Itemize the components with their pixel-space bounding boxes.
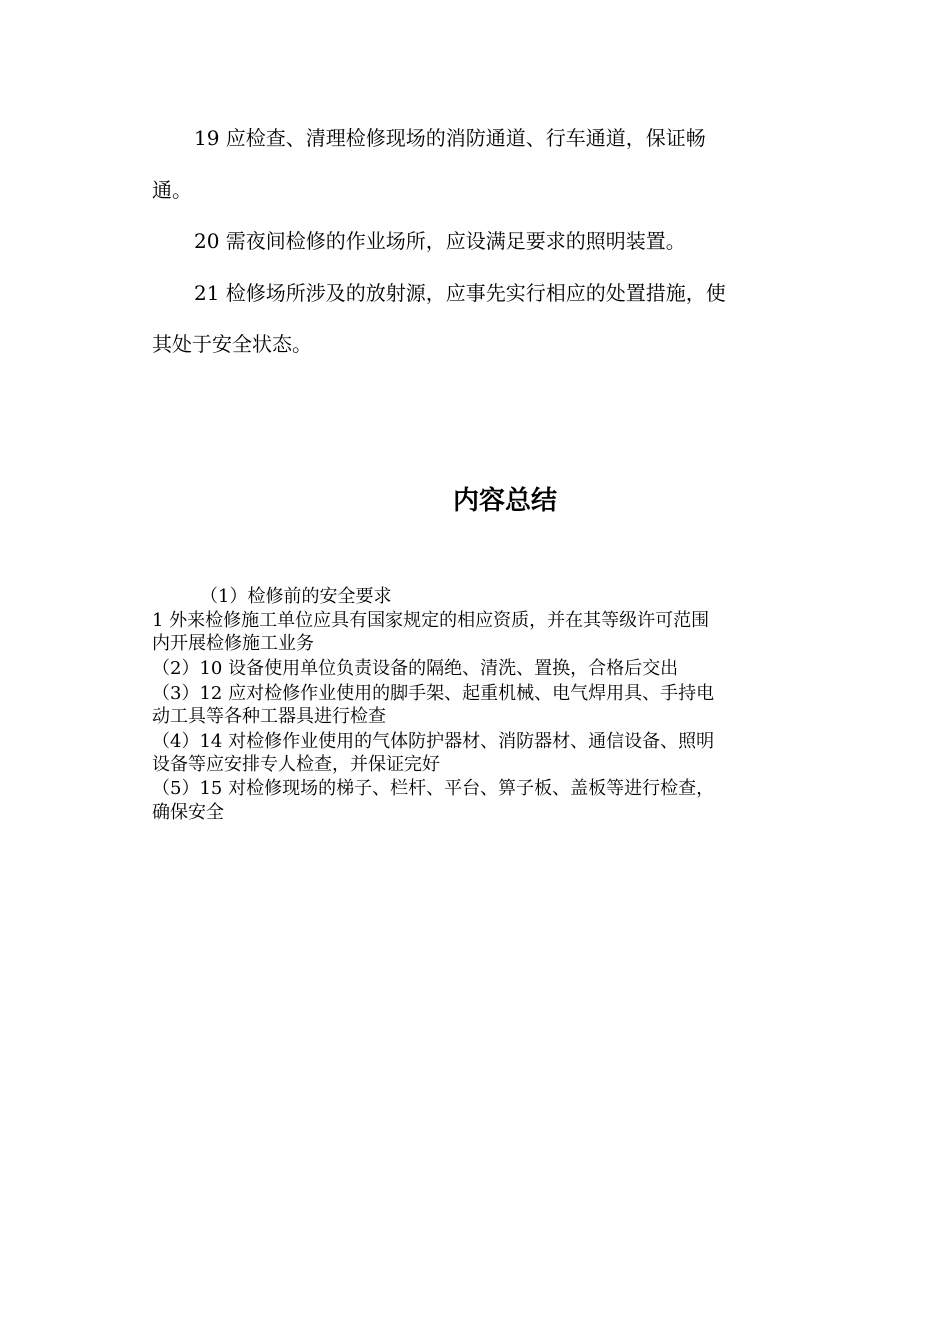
paragraph-19-line-1: 19 应检查、清理检修现场的消防通道、行车通道，保证畅	[194, 126, 706, 150]
summary-title: 内容总结	[452, 486, 557, 516]
paragraph-20: 20 需夜间检修的作业场所，应设满足要求的照明装置。	[194, 229, 686, 253]
paragraph-19-line-2: 通。	[152, 178, 192, 202]
summary-line: （2）10 设备使用单位负责设备的隔绝、清洗、置换，合格后交出	[152, 658, 679, 679]
summary-line: （5）15 对检修现场的梯子、栏杆、平台、箅子板、盖板等进行检查，	[152, 778, 715, 799]
paragraph-21-line-1: 21 检修场所涉及的放射源，应事先实行相应的处置措施，使	[194, 281, 726, 305]
summary-line: 动工具等各种工器具进行检查	[152, 706, 386, 727]
summary-line: （1）检修前的安全要求	[200, 586, 392, 607]
summary-line: 内开展检修施工业务	[152, 633, 314, 654]
summary-line: 1 外来检修施工单位应具有国家规定的相应资质，并在其等级许可范围	[152, 610, 710, 631]
summary-line: 设备等应安排专人检查，并保证完好	[152, 754, 440, 775]
summary-line: （3）12 应对检修作业使用的脚手架、起重机械、电气焊用具、手持电	[152, 683, 715, 704]
summary-line: 确保安全	[152, 802, 224, 823]
summary-line: （4）14 对检修作业使用的气体防护器材、消防器材、通信设备、照明	[152, 731, 715, 752]
paragraph-21-line-2: 其处于安全状态。	[152, 332, 312, 356]
